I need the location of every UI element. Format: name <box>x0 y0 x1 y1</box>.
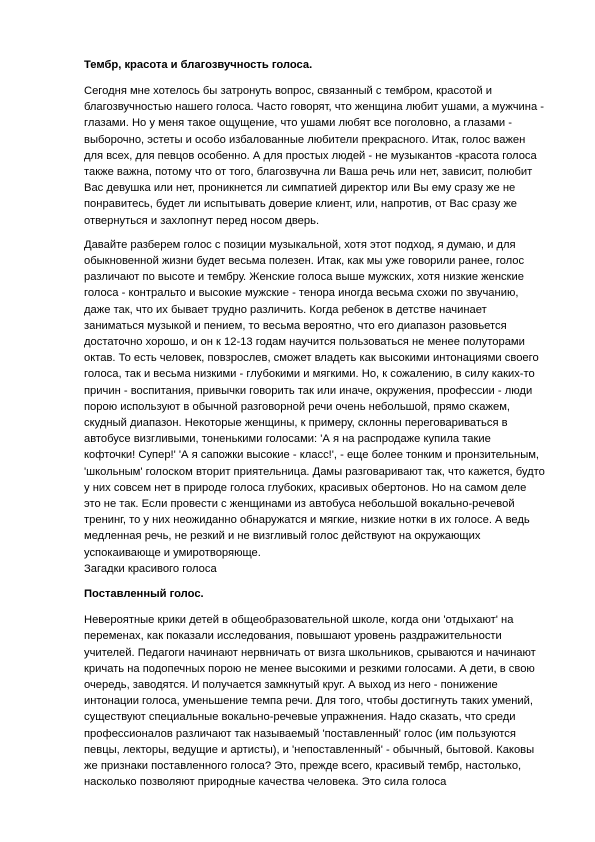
section-heading-trained-voice: Поставленный голос. <box>84 588 204 601</box>
paragraph-musical-voice: Давайте разберем голос с позиции музыкальной, хотя этот подход, я думаю, и для обыкновенной жизни будет весьма полезен. Итак, как мы уже говорили ранее, голос различают по высоте и тембру. Женские голоса выше мужских, хотя низкие женские голоса - контральто и высокие мужские - тенора иногда весьма схожи по звучанию, даже так, что их бывает трудно различить. Когда ребенок в детстве начинает заниматься музыкой и пением, то весьма вероятно, что его диапазон разовьется достаточно хорошо, и он к 12-13 годам научится пользоваться не менее полуторами октав. То есть человек, повзрослев, сможет владеть как высокими интонациями своего голоса, так и весьма низкими - глубокими и мягкими. Но, к сожалению, в силу каких-то причин - воспитания, привычки говорить так или иначе, окружения, профессии - люди порою используют в обычной разговорной речи очень небольшой, прямо скажем, скудный диапазон. Некоторые женщины, к примеру, склонны переговариваться в автобусе визгливыми, тоненькими голосами: 'А я на распродаже купила такие кофточки! Супер!' 'А я сапожки высокие - класс!', - еще более тонким и пронзительным, 'школьным' голоском вторит приятельница. Дамы разговаривают так, что кажется, будто у них совсем нет в природе голоса глубоких, красивых обертонов. Но на самом деле это не так. Если провести с женщинами из автобуса небольшой вокально-речевой тренинг, то у них неожиданно обнаружатся и мягкие, низкие нотки в их голосе. А ведь медленная речь, не резкий и не визгливый голос действуют на окружающих успокаивающе и умиротворяюще. <box>84 238 545 559</box>
link-text-voice-mysteries: Загадки красивого голоса <box>84 562 217 575</box>
section-heading-timbre: Тембр, красота и благозвучность голоса. <box>84 59 313 71</box>
paragraph-intro: Сегодня мне хотелось бы затронуть вопрос, связанный с тембром, красотой и благозвучностью нашего голоса. Часто говорят, что женщина любит ушами, а мужчина - глазами. Но у меня такое ощущение, что ушами любят все поголовно, а глазами - выборочно, эстеты и особо избалованные любители прекрасного. Итак, голос важен для всех, для певцов особенно. А для простых людей - не музыкантов -красота голоса также важна, потому что от того, благозвучна ли Ваша речь или нет, зависит, полюбит Вас девушка или нет, проникнется ли симпатией директор или Вы ему сразу же не понравитесь, будет ли испытывать доверие клиент, или, напротив, от Вас сразу же отвернуться и захлопнут перед носом дверь. <box>84 85 545 227</box>
paragraph-trained-voice: Невероятные крики детей в общеобразовательной школе, когда они 'отдыхают' на переменах, как показали исследования, повышают уровень раздражительности учителей. Педагоги начинают нервничать от визга школьников, срываются и начинают кричать на подопечных порою не менее высокими и резкими голосами. А дети, в свою очередь, заводятся. И получается замкнутый круг. А выход из него - понижение интонации голоса, уменьшение темпа речи. Для того, чтобы достигнуть таких умений, существуют специальные вокально-речевые упражнения. Надо сказать, что среди профессионалов различают так называемый 'поставленный' голос (им пользуются певцы, лекторы, ведущие и артисты), и 'непоставленный' - обычный, бытовой. Каковы же признаки поставленного голоса? Это, прежде всего, красивый тембр, настолько, насколько позволяют природные качества человека. Это сила голоса <box>84 614 536 789</box>
